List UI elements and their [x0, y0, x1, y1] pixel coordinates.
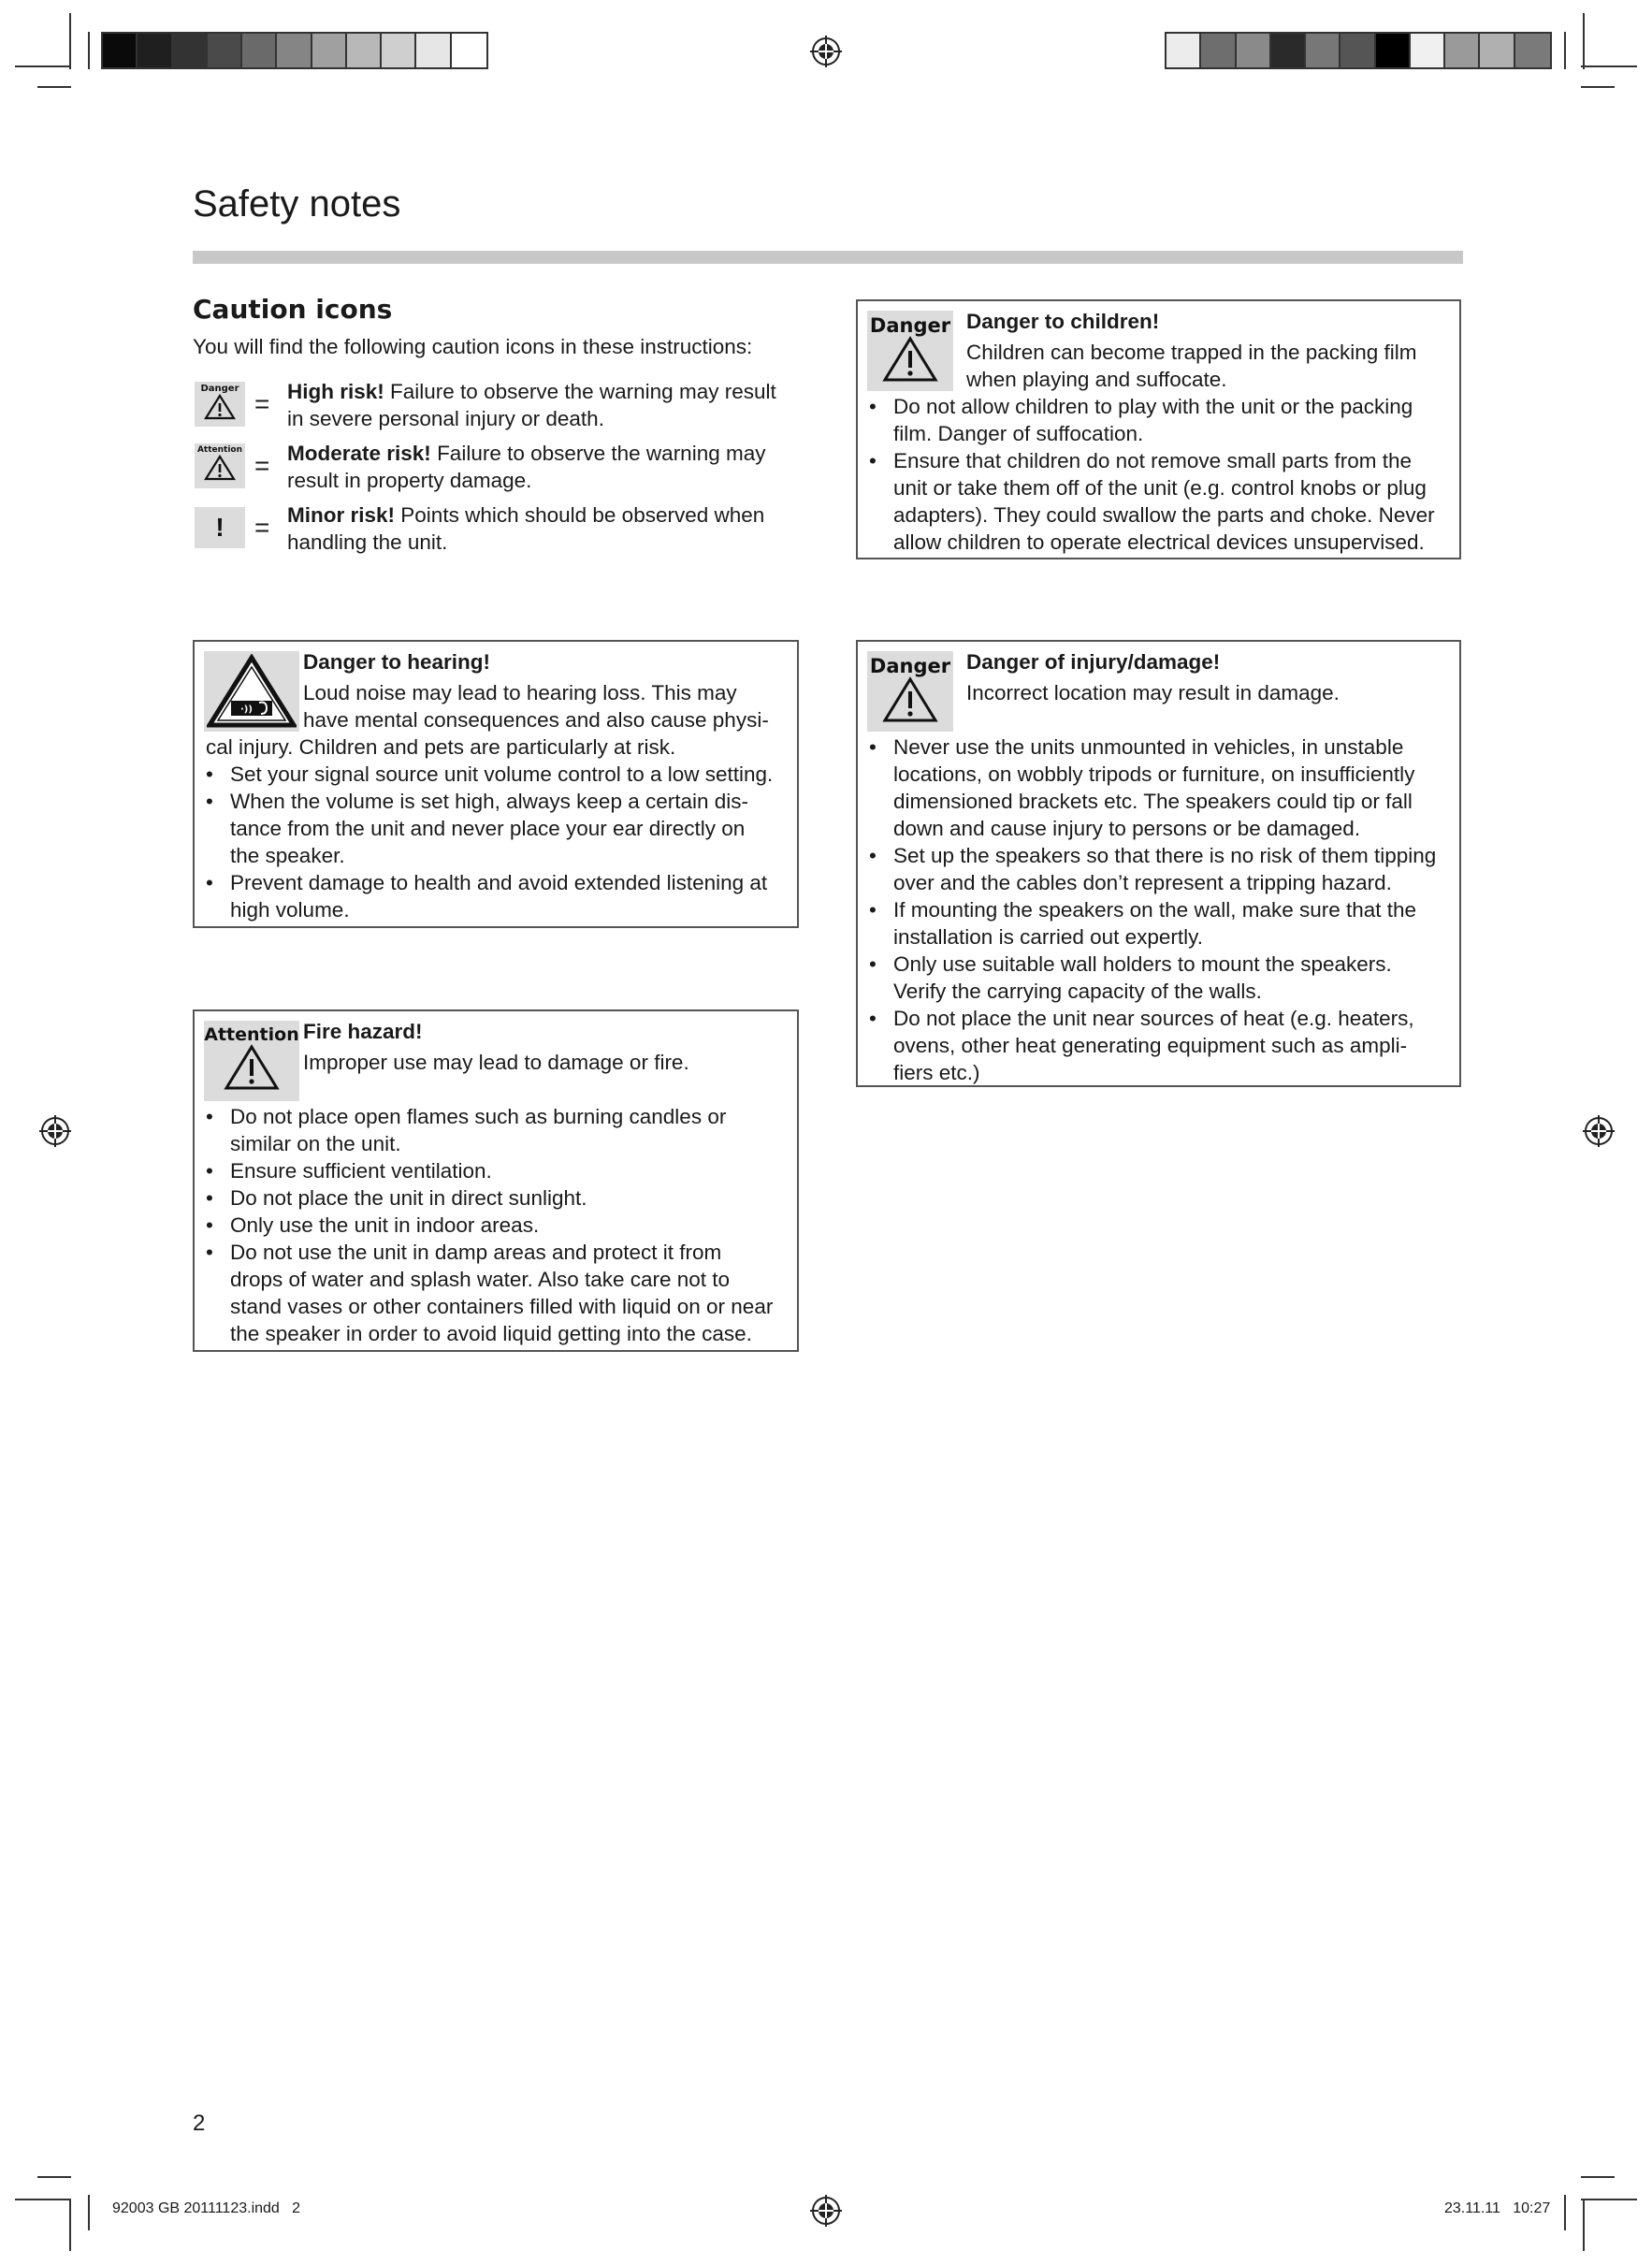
- crop-mark: [1583, 2199, 1585, 2251]
- color-swatch: [312, 34, 347, 67]
- hearing-hazard-badge-icon: [204, 651, 299, 732]
- print-color-bar-right: [1165, 32, 1552, 69]
- bullet-item: [858, 951, 1456, 1005]
- bullet-line: tance from the unit and never place your ear directly on: [230, 817, 746, 840]
- bullet-line: Do not place open flames such as burning candles or: [230, 1105, 727, 1128]
- warning-triangle-icon: [224, 1044, 280, 1091]
- warning-triangle-icon: [204, 455, 236, 481]
- color-swatch: [1201, 34, 1236, 67]
- warning-triangle-icon: [204, 394, 236, 420]
- legend-strong: Moderate risk!: [287, 442, 431, 465]
- legend-strong: High risk!: [287, 380, 384, 403]
- equals-sign: =: [254, 451, 270, 480]
- crop-mark: [1583, 13, 1585, 69]
- footer-timestamp: 23.11.11 10:27: [1444, 2200, 1551, 2216]
- bullet-item: [858, 1005, 1456, 1086]
- caution-icons-intro: You will find the following caution icons in these instructions:: [193, 335, 753, 358]
- title-rule: [193, 251, 1463, 264]
- bullet-line: adapters). They could swallow the parts and choke. Never: [893, 503, 1435, 527]
- bullet-line: Never use the units unmounted in vehicles, in unstable: [893, 735, 1404, 759]
- registration-mark-icon: [810, 2195, 842, 2227]
- bullet-line: the speaker in order to avoid liquid getting into the case.: [230, 1322, 752, 1345]
- crop-mark: [37, 86, 71, 88]
- legend-line: Failure to observe the warning may: [430, 442, 766, 465]
- bullet-line: film. Danger of suffocation.: [893, 422, 1144, 445]
- box-lead-line: Children can become trapped in the packing film: [966, 341, 1417, 364]
- box-lead-line: cal injury. Children and pets are particularly at risk.: [206, 735, 676, 759]
- bullet-line: Only use suitable wall holders to mount the speakers.: [893, 952, 1392, 976]
- svg-text:·)): ·)): [240, 704, 253, 715]
- registration-mark-icon: [1583, 1115, 1615, 1147]
- color-swatch: [242, 34, 277, 67]
- legend-moderate-risk: [287, 440, 765, 494]
- color-swatch: [1515, 34, 1550, 67]
- bullet-item: [195, 1212, 793, 1239]
- registration-mark-icon: [810, 36, 842, 67]
- crop-mark: [1581, 2199, 1637, 2200]
- legend-high-risk: [287, 378, 776, 432]
- exclamation-badge-icon: !: [195, 507, 245, 548]
- legend-line: Points which should be observed when: [395, 503, 765, 527]
- danger-badge-icon: Danger: [867, 651, 953, 732]
- crop-mark: [1564, 32, 1566, 69]
- box-lead-line: Loud noise may lead to hearing loss. This may: [303, 681, 737, 704]
- box-lead-line: have mental consequences and also cause physi-: [303, 708, 769, 732]
- crop-mark: [69, 13, 71, 69]
- crop-mark: [88, 32, 90, 69]
- bullet-line: ovens, other heat generating equipment such as ampli-: [893, 1034, 1408, 1057]
- danger-injury-box: [856, 640, 1461, 1087]
- crop-mark: [1581, 86, 1615, 88]
- legend-strong: Minor risk!: [287, 503, 396, 527]
- page-number: 2: [193, 2111, 206, 2136]
- bullet-line: Do not place the unit near sources of heat (e.g. heaters,: [893, 1007, 1414, 1030]
- crop-mark: [69, 2199, 71, 2251]
- crop-mark: [37, 2176, 71, 2178]
- box-title: Danger to children!: [966, 310, 1160, 333]
- box-bullet-list: [858, 393, 1456, 556]
- color-swatch: [1271, 34, 1306, 67]
- box-lead: [966, 339, 1417, 393]
- color-swatch: [1445, 34, 1480, 67]
- bullet-line: Verify the carrying capacity of the walls.: [893, 980, 1262, 1003]
- box-title: Fire hazard!: [303, 1020, 423, 1043]
- page-title: Safety notes: [193, 183, 401, 225]
- bullet-item: [195, 1184, 793, 1212]
- legend-minor-risk: [287, 501, 764, 556]
- bullet-item: [858, 896, 1456, 951]
- warning-triangle-icon: [882, 676, 938, 723]
- bullet-line: Ensure that children do not remove small parts from the: [893, 449, 1413, 472]
- color-swatch: [416, 34, 451, 67]
- color-swatch: [1480, 34, 1514, 67]
- bullet-item: [858, 447, 1456, 556]
- legend-line: Failure to observe the warning may result: [384, 380, 776, 403]
- bullet-line: dimensioned brackets etc. The speakers could tip or fall: [893, 790, 1413, 813]
- bullet-item: [195, 788, 793, 869]
- bullet-line: allow children to operate electrical devices unsupervised.: [893, 530, 1425, 554]
- bullet-line: locations, on wobbly tripods or furniture, on insufficiently: [893, 762, 1415, 786]
- color-swatch: [1411, 34, 1445, 67]
- color-swatch: [1306, 34, 1340, 67]
- bullet-line: Do not use the unit in damp areas and protect it from: [230, 1241, 722, 1264]
- danger-badge-icon: Danger: [195, 382, 245, 427]
- attention-badge-icon: Attention: [195, 443, 245, 488]
- bullet-line: high volume.: [230, 898, 350, 922]
- bullet-line: fiers etc.): [893, 1061, 980, 1084]
- bullet-line: Set up the speakers so that there is no risk of them tipping: [893, 844, 1437, 867]
- box-title: Danger to hearing!: [303, 650, 491, 674]
- caution-icons-heading: Caution icons: [193, 294, 393, 325]
- bullet-line: Do not place the unit in direct sunlight.: [230, 1186, 587, 1210]
- bullet-line: Prevent damage to health and avoid extended listening at: [230, 871, 768, 894]
- color-swatch: [1237, 34, 1271, 67]
- crop-mark: [1564, 2195, 1566, 2230]
- box-bullet-list: [195, 1103, 793, 1347]
- bullet-line: Ensure sufficient ventilation.: [230, 1159, 492, 1183]
- color-swatch: [1376, 34, 1411, 67]
- crop-mark: [15, 2199, 71, 2200]
- bullet-line: installation is carried out expertly.: [893, 925, 1203, 949]
- bullet-line: stand vases or other containers filled with liquid on or near: [230, 1295, 774, 1318]
- bullet-item: [195, 761, 793, 788]
- bullet-line: Do not allow children to play with the unit or the packing: [893, 395, 1413, 418]
- color-swatch: [138, 34, 172, 67]
- box-bullet-list: [195, 761, 793, 923]
- bullet-line: drops of water and splash water. Also take care not to: [230, 1268, 731, 1291]
- box-lead-line: Incorrect location may result in damage.: [966, 681, 1340, 704]
- color-swatch: [173, 34, 208, 67]
- equals-sign: =: [254, 513, 270, 542]
- bullet-item: [195, 1157, 793, 1184]
- legend-line: handling the unit.: [287, 530, 448, 554]
- legend-line: result in property damage.: [287, 469, 532, 492]
- box-lead-line: Improper use may lead to damage or fire.: [303, 1051, 689, 1074]
- color-swatch: [452, 34, 486, 67]
- legend-line: in severe personal injury or death.: [287, 407, 604, 430]
- bullet-line: When the volume is set high, always keep a certain dis-: [230, 790, 749, 813]
- box-title: Danger of injury/damage!: [966, 650, 1221, 674]
- crop-mark: [1581, 2176, 1615, 2178]
- bullet-item: [195, 1239, 793, 1347]
- ear-noise-warning-icon: [207, 654, 297, 729]
- color-swatch: [277, 34, 312, 67]
- bullet-line: Only use the unit in indoor areas.: [230, 1213, 540, 1237]
- registration-mark-icon: [39, 1115, 71, 1147]
- color-swatch: [208, 34, 242, 67]
- bullet-line: similar on the unit.: [230, 1132, 401, 1155]
- footer-file-name: 92003 GB 20111123.indd 2: [112, 2200, 301, 2216]
- box-bullet-list: [858, 733, 1456, 1086]
- attention-badge-icon: Attention: [204, 1021, 299, 1101]
- bullet-line: the speaker.: [230, 844, 345, 867]
- danger-badge-icon: Danger: [867, 311, 953, 391]
- box-lead-line: when playing and suffocate.: [966, 368, 1227, 391]
- crop-mark: [88, 2195, 90, 2230]
- color-swatch: [382, 34, 416, 67]
- bullet-line: over and the cables don’t represent a tripping hazard.: [893, 871, 1392, 894]
- bullet-item: [195, 1103, 793, 1157]
- crop-mark: [15, 65, 71, 67]
- print-color-bar-left: [101, 32, 488, 69]
- color-swatch: [347, 34, 382, 67]
- fire-hazard-box: [193, 1009, 799, 1352]
- color-swatch: [1340, 34, 1375, 67]
- bullet-line: unit or take them off of the unit (e.g. control knobs or plug: [893, 476, 1427, 500]
- bullet-item: [858, 733, 1456, 842]
- danger-hearing-box: [193, 640, 799, 928]
- warning-triangle-icon: [882, 336, 938, 383]
- bullet-line: Set your signal source unit volume control to a low setting.: [230, 762, 774, 786]
- bullet-line: down and cause injury to persons or be damaged.: [893, 817, 1361, 840]
- danger-children-box: [856, 299, 1461, 559]
- bullet-item: [858, 393, 1456, 447]
- color-swatch: [103, 34, 138, 67]
- equals-sign: =: [254, 389, 270, 418]
- bullet-line: If mounting the speakers on the wall, make sure that the: [893, 898, 1417, 922]
- box-lead: [303, 679, 769, 733]
- bullet-item: [858, 842, 1456, 896]
- bullet-item: [195, 869, 793, 923]
- color-swatch: [1167, 34, 1201, 67]
- crop-mark: [1581, 65, 1637, 67]
